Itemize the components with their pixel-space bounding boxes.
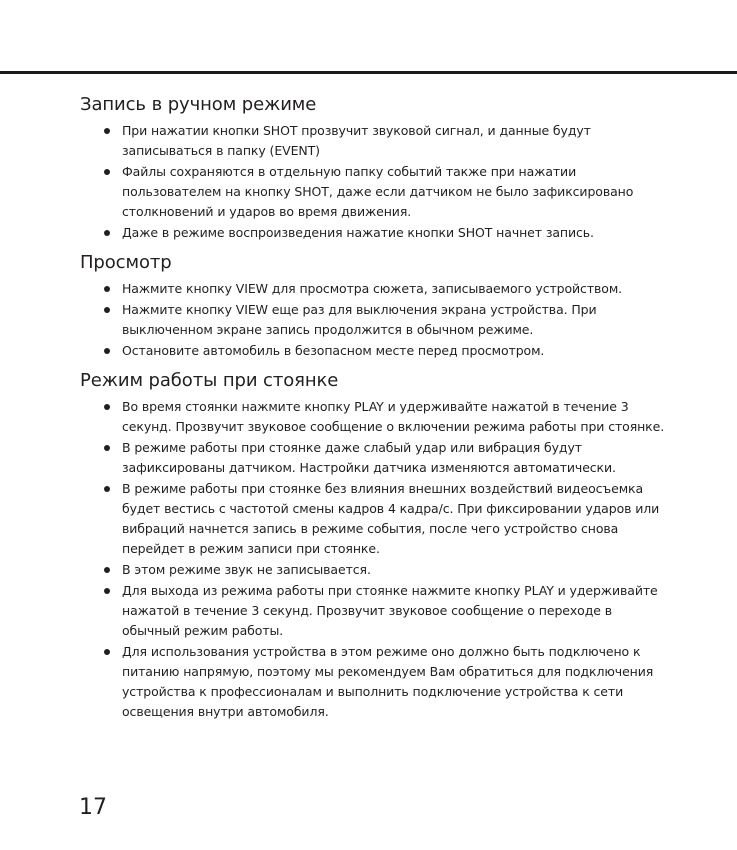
list-item-text: В этом режиме звук не записывается. xyxy=(122,562,371,577)
list-item xyxy=(80,560,680,580)
list-item-text: В режиме работы при стоянке даже слабый удар или вибрация будут зафиксированы датчиком. Настройки датчика изменяются автоматически. xyxy=(122,440,616,475)
bullet-icon xyxy=(104,486,110,492)
section-heading: Режим работы при стоянке xyxy=(80,370,339,391)
list-item xyxy=(80,162,680,222)
bullet-icon xyxy=(104,445,110,451)
bullet-icon xyxy=(104,307,110,313)
bullet-list xyxy=(80,121,680,243)
list-item-text: Даже в режиме воспроизведения нажатие кнопки SHOT начнет запись. xyxy=(122,225,594,240)
list-item-text: Во время стоянки нажмите кнопку PLAY и удерживайте нажатой в течение 3 секунд. Прозвучит звуковое сообщение о включении режима работы при стоянке. xyxy=(122,399,665,434)
list-item xyxy=(80,397,680,437)
bullet-list xyxy=(80,279,680,361)
list-item-text: Нажмите кнопку VIEW еще раз для выключения экрана устройства. При выключенном экране запись продолжится в обычном режиме. xyxy=(122,302,597,337)
list-item-text: Файлы сохраняются в отдельную папку событий также при нажатии пользователем на кнопку SHOT, даже если датчиком не было зафиксировано столкновений и ударов во время движения. xyxy=(122,164,634,219)
list-item-text: Для использования устройства в этом режиме оно должно быть подключено к питанию напрямую, поэтому мы рекомендуем Вам обратиться для подключения устройства к профессионалам и выполнить подключение устройства к сети освещения внутри автомобиля. xyxy=(122,644,654,719)
bullet-icon xyxy=(104,348,110,354)
list-item xyxy=(80,341,680,361)
bullet-icon xyxy=(104,404,110,410)
list-item-text: Остановите автомобиль в безопасном месте перед просмотром. xyxy=(122,343,545,358)
section-parking-mode xyxy=(80,369,680,722)
bullet-icon xyxy=(104,649,110,655)
list-item-text: В режиме работы при стоянке без влияния внешних воздействий видеосъемка будет вестись с частотой смены кадров 4 кадра/с. При фиксировании ударов или вибраций начнется запись в режиме события, после чего устройство снова перейдет в режим записи при стоянке. xyxy=(122,481,660,556)
bullet-list xyxy=(80,397,680,722)
top-rule xyxy=(0,71,737,74)
list-item xyxy=(80,581,680,641)
section-heading: Просмотр xyxy=(80,252,172,273)
list-item xyxy=(80,438,680,478)
page-content xyxy=(80,93,680,722)
section-view xyxy=(80,251,680,361)
list-item-text: При нажатии кнопки SHOT прозвучит звуковой сигнал, и данные будут записываться в папку (EVENT) xyxy=(122,123,591,158)
bullet-icon xyxy=(104,567,110,573)
bullet-icon xyxy=(104,169,110,175)
section-manual-recording xyxy=(80,93,680,243)
list-item xyxy=(80,479,680,559)
list-item xyxy=(80,300,680,340)
list-item xyxy=(80,642,680,722)
list-item xyxy=(80,121,680,161)
list-item xyxy=(80,223,680,243)
bullet-icon xyxy=(104,286,110,292)
list-item-text: Нажмите кнопку VIEW для просмотра сюжета, записываемого устройством. xyxy=(122,281,623,296)
bullet-icon xyxy=(104,588,110,594)
list-item-text: Для выхода из режима работы при стоянке нажмите кнопку PLAY и удерживайте нажатой в течение 3 секунд. Прозвучит звуковое сообщение о переходе в обычный режим работы. xyxy=(122,583,658,638)
section-heading: Запись в ручном режиме xyxy=(80,94,317,115)
page-number: 17 xyxy=(79,795,107,820)
bullet-icon xyxy=(104,230,110,236)
bullet-icon xyxy=(104,128,110,134)
list-item xyxy=(80,279,680,299)
